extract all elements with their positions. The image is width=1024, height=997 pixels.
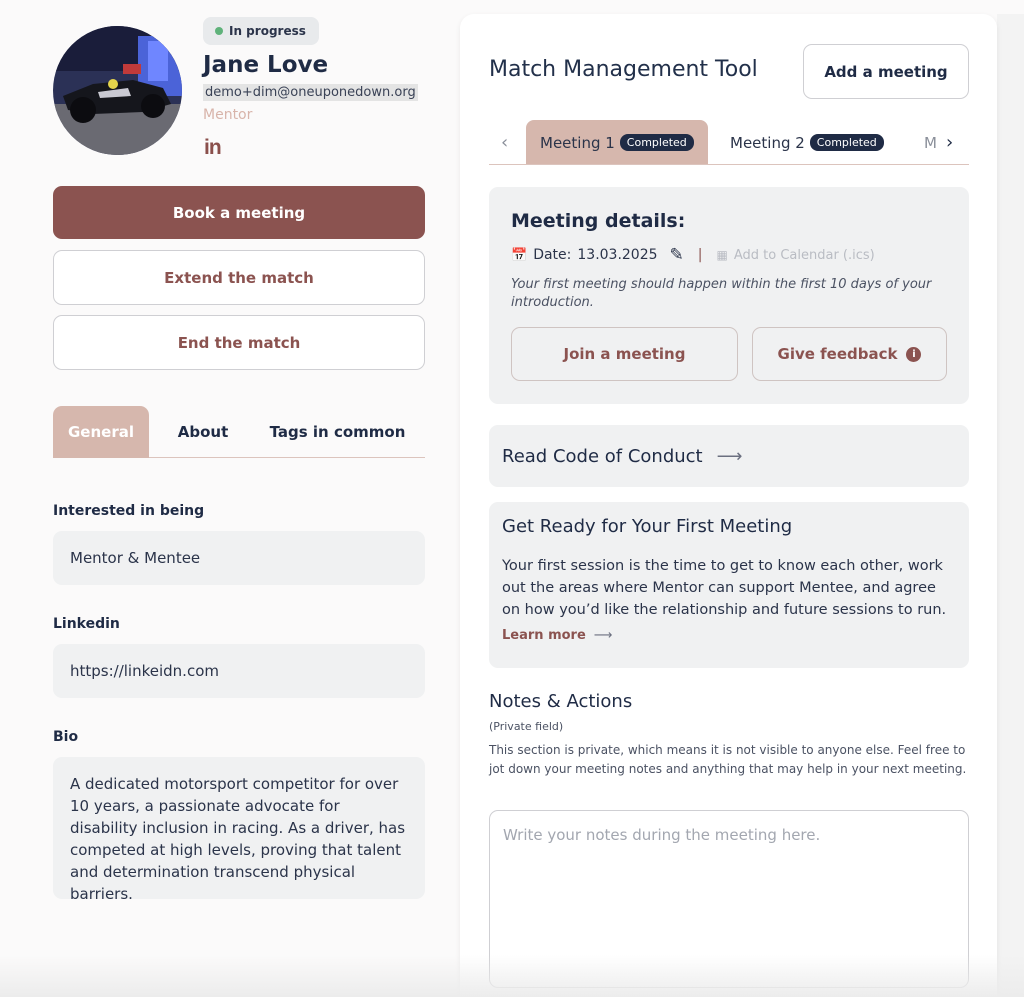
date-value: 13.03.2025: [577, 247, 658, 263]
get-ready-text: Your first session is the time to get to know each other, work out the areas where Mentor can support Mentee, and agree on how you’d like the relationship and future sessions to run.: [502, 558, 947, 618]
arrow-right-icon: ⟶: [716, 445, 743, 467]
bio-value: A dedicated motorsport competitor for over 10 years, a passionate advocate for disability inclusion in racing. As a driver, has competed at high levels, proving that talent and determination transcend physical barriers.: [53, 757, 425, 899]
profile-name: Jane Love: [203, 52, 329, 78]
notes-title: Notes & Actions: [489, 691, 633, 712]
code-of-conduct-label: Read Code of Conduct: [502, 445, 703, 467]
status-label: In progress: [229, 24, 306, 38]
learn-more-label: Learn more: [502, 628, 586, 643]
code-of-conduct-link[interactable]: [489, 425, 969, 487]
get-ready-title: Get Ready for Your First Meeting: [502, 516, 793, 537]
meeting-timing-note: Your first meeting should happen within the first 10 days of your introduction.: [511, 277, 932, 310]
profile-role: Mentor: [203, 107, 253, 123]
tab-tags-in-common[interactable]: Tags in common: [269, 423, 406, 441]
tab-meeting-1-label: Meeting 1: [540, 133, 615, 152]
tab-meeting-2[interactable]: [730, 120, 884, 165]
private-field-label: (Private field): [489, 720, 564, 733]
calendar-icon: 📅: [511, 247, 528, 263]
book-meeting-button[interactable]: Book a meeting: [53, 186, 425, 239]
add-meeting-button[interactable]: Add a meeting: [803, 44, 969, 99]
info-icon: i: [906, 347, 921, 362]
edit-date-icon[interactable]: ✎: [669, 245, 684, 265]
linkedin-value: https://linkeidn.com: [53, 644, 425, 698]
tab-general[interactable]: General: [53, 406, 149, 458]
add-to-calendar-link[interactable]: Add to Calendar (.ics): [733, 247, 875, 263]
interested-label: Interested in being: [53, 503, 205, 519]
give-feedback-button[interactable]: [752, 327, 947, 381]
end-match-button[interactable]: End the match: [53, 315, 425, 370]
interested-value: Mentor & Mentee: [53, 531, 425, 585]
tab-meeting-3[interactable]: M: [924, 133, 937, 152]
separator: |: [697, 247, 703, 263]
meeting-tabs: [489, 120, 969, 165]
meeting-date-row: [511, 245, 875, 265]
avatar: [53, 26, 182, 155]
linkedin-icon[interactable]: in: [204, 136, 221, 159]
give-feedback-label: Give feedback: [777, 345, 898, 363]
chevron-left-icon[interactable]: ‹: [501, 132, 509, 153]
tab-meeting-1[interactable]: [526, 120, 708, 165]
profile-tabs: [53, 406, 425, 458]
right-scroll-gutter: [997, 14, 1024, 997]
notes-description: This section is private, which means it is not visible to anyone else. Feel free to jot down your meeting notes and anything that may help in your next meeting.: [489, 743, 967, 776]
calendar-small-icon: ▦: [716, 248, 728, 262]
meeting-details-title: Meeting details:: [511, 210, 686, 232]
status-badge: [203, 17, 319, 45]
completed-badge: Completed: [810, 134, 884, 151]
bottom-fade: [0, 955, 1024, 997]
profile-email: demo+dim@oneuponedown.org: [205, 85, 416, 100]
date-label: Date:: [533, 247, 572, 263]
bio-label: Bio: [53, 729, 79, 745]
arrow-right-icon: ⟶: [593, 628, 613, 643]
status-dot-icon: [215, 27, 223, 35]
learn-more-link[interactable]: [502, 628, 612, 643]
join-meeting-button[interactable]: Join a meeting: [511, 327, 738, 381]
completed-badge: Completed: [620, 134, 694, 151]
page-title: Match Management Tool: [489, 57, 758, 82]
extend-match-button[interactable]: Extend the match: [53, 250, 425, 305]
tab-about[interactable]: About: [177, 423, 229, 441]
linkedin-label: Linkedin: [53, 616, 120, 632]
chevron-right-icon[interactable]: ›: [946, 132, 954, 153]
tab-meeting-2-label: Meeting 2: [730, 133, 805, 152]
